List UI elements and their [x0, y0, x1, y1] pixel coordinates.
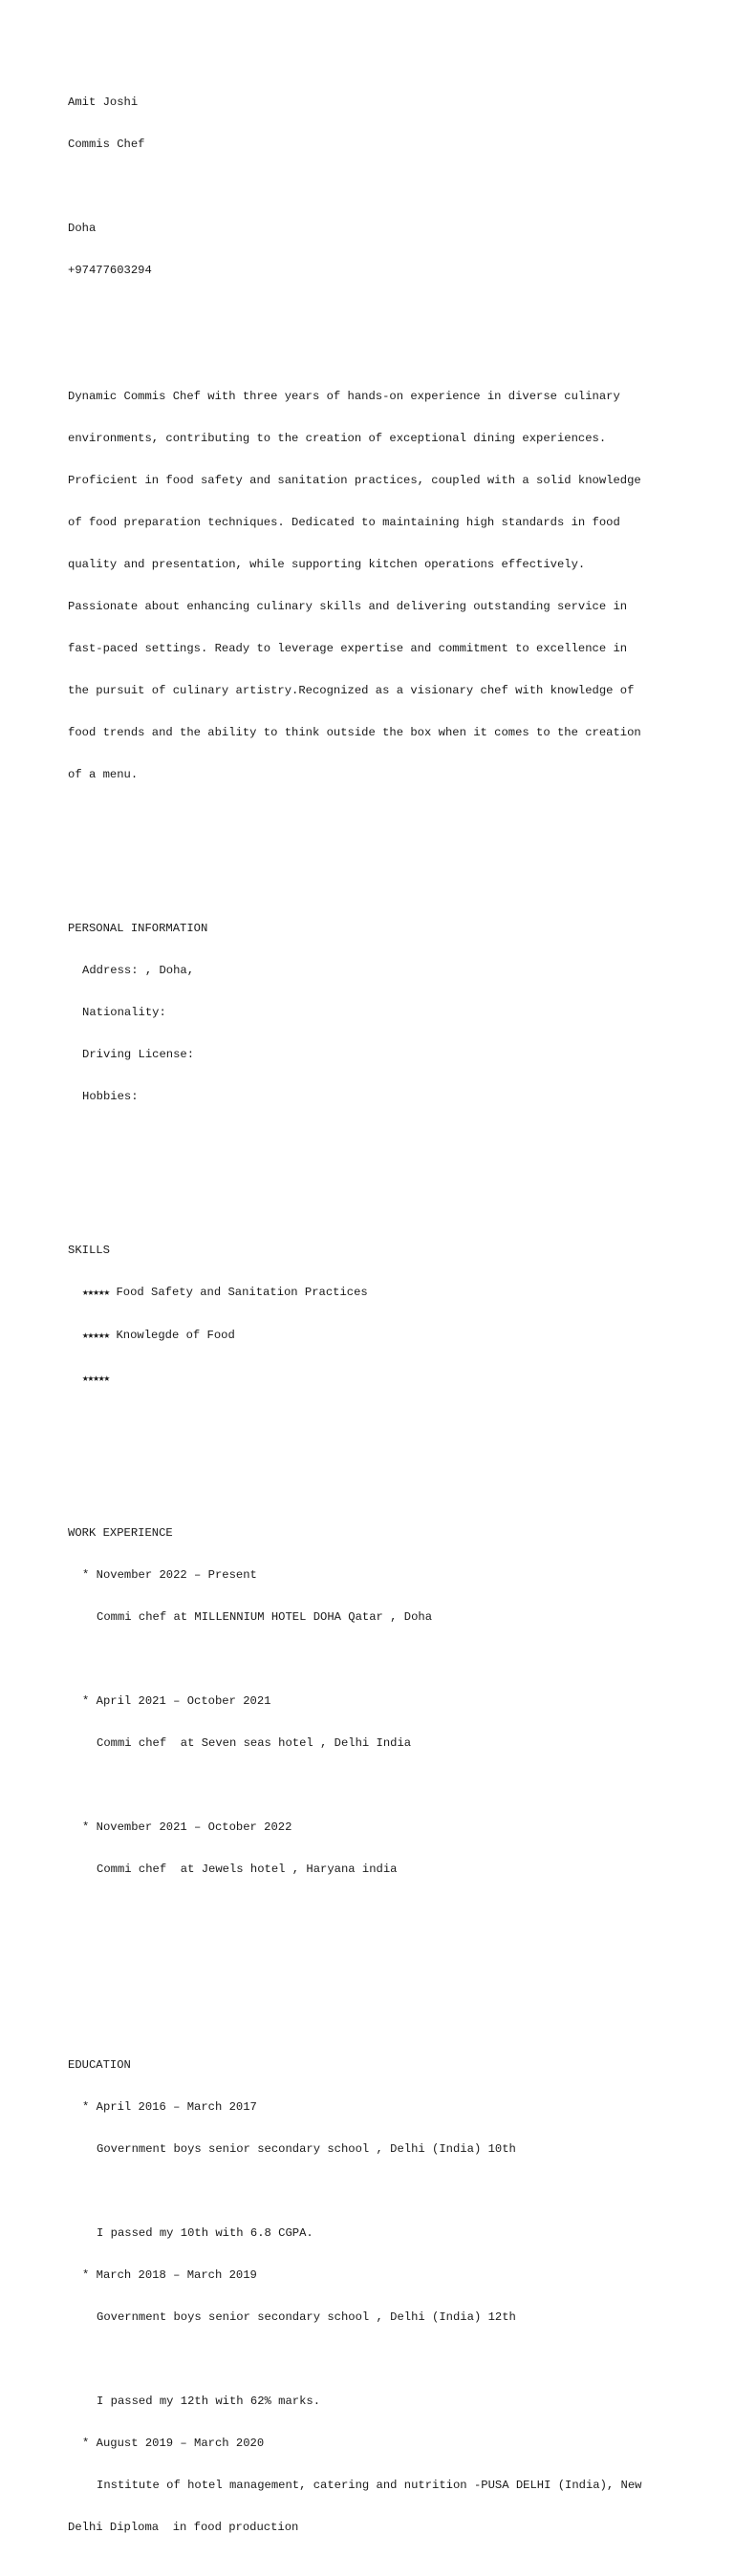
- section-heading: EDUCATION: [68, 2058, 131, 2073]
- education-note: I passed my 12th with 62% marks.: [97, 2394, 321, 2408]
- summary-line: food trends and the ability to think outside the box when it comes to the creation: [68, 725, 641, 739]
- education-school: Government boys senior secondary school , Delhi (India) 12th: [97, 2310, 516, 2324]
- work-role: Commi chef at Seven seas hotel , Delhi India: [97, 1736, 412, 1750]
- spacer: [68, 2184, 718, 2199]
- summary-line: fast-paced settings. Ready to leverage expertise and commitment to excellence in: [68, 641, 628, 655]
- education-dates: * March 2018 – March 2019: [82, 2267, 257, 2282]
- skill-item: [68, 1329, 718, 1344]
- spacer: [68, 1652, 718, 1667]
- education-dates: * April 2016 – March 2017: [82, 2100, 257, 2115]
- skills-section: [68, 1216, 718, 1415]
- education-note: I passed my 10th with 6.8 CGPA.: [97, 2225, 313, 2240]
- star-rating-icon: ★★★★★: [82, 1373, 110, 1385]
- education-school: Government boys senior secondary school , Delhi (India) 10th: [97, 2141, 516, 2156]
- summary-line: the pursuit of culinary artistry.Recognized as a visionary chef with knowledge of: [68, 683, 635, 697]
- section-heading: PERSONAL INFORMATION: [68, 921, 208, 935]
- summary-line: of food preparation techniques. Dedicated to maintaining high standards in food: [68, 515, 620, 529]
- section-heading: SKILLS: [68, 1244, 110, 1258]
- work-dates: * November 2021 – October 2022: [82, 1820, 292, 1834]
- job-title: Commis Chef: [68, 138, 145, 152]
- work-role: Commi chef at Jewels hotel , Haryana india: [97, 1862, 398, 1876]
- work-experience-section: [68, 1499, 718, 1905]
- skill-item: [68, 1286, 718, 1301]
- spacer: [68, 2352, 718, 2367]
- spacer: [68, 180, 718, 194]
- spacer: [68, 1932, 718, 1947]
- address-field: Address: , Doha,: [82, 963, 195, 977]
- education-dates: * August 2019 – March 2020: [82, 2436, 265, 2450]
- education-school: Institute of hotel management, catering and nutrition -PUSA DELHI (India), New: [97, 2478, 642, 2492]
- resume-document: [68, 68, 718, 2576]
- work-dates: * November 2022 – Present: [82, 1568, 257, 1583]
- spacer: [68, 306, 718, 320]
- summary-line: Passionate about enhancing culinary skills and delivering outstanding service in: [68, 599, 628, 613]
- candidate-name: Amit Joshi: [68, 96, 139, 110]
- personal-information-section: [68, 894, 718, 1132]
- driving-license-field: Driving License:: [82, 1047, 195, 1061]
- phone-number: +97477603294: [68, 264, 152, 278]
- skill-item: [68, 1372, 718, 1387]
- summary-line: of a menu.: [68, 767, 139, 781]
- work-dates: * April 2021 – October 2021: [82, 1694, 271, 1709]
- spacer: [68, 1974, 718, 1989]
- education-section: [68, 2031, 718, 2563]
- hobbies-field: Hobbies:: [82, 1089, 139, 1103]
- summary-line: environments, contributing to the creation of exceptional dining experiences.: [68, 432, 607, 446]
- education-school-continued: Delhi Diploma in food production: [68, 2520, 299, 2534]
- work-role: Commi chef at MILLENNIUM HOTEL DOHA Qatar , Doha: [97, 1610, 433, 1625]
- star-rating-icon: ★★★★★: [82, 1331, 110, 1342]
- skill-label: Knowlegde of Food: [109, 1329, 235, 1342]
- summary-line: Dynamic Commis Chef with three years of hands-on experience in diverse culinary: [68, 390, 620, 404]
- nationality-field: Nationality:: [82, 1005, 166, 1019]
- city: Doha: [68, 222, 97, 236]
- spacer: [68, 1160, 718, 1174]
- summary-paragraph: [68, 362, 718, 810]
- section-heading: WORK EXPERIENCE: [68, 1526, 173, 1541]
- summary-line: quality and presentation, while supporting kitchen operations effectively.: [68, 557, 586, 571]
- skill-label: Food Safety and Sanitation Practices: [109, 1286, 368, 1300]
- spacer: [68, 838, 718, 852]
- spacer: [68, 1442, 718, 1457]
- spacer: [68, 1778, 718, 1793]
- star-rating-icon: ★★★★★: [82, 1288, 110, 1300]
- summary-line: Proficient in food safety and sanitation practices, coupled with a solid knowledge: [68, 474, 641, 487]
